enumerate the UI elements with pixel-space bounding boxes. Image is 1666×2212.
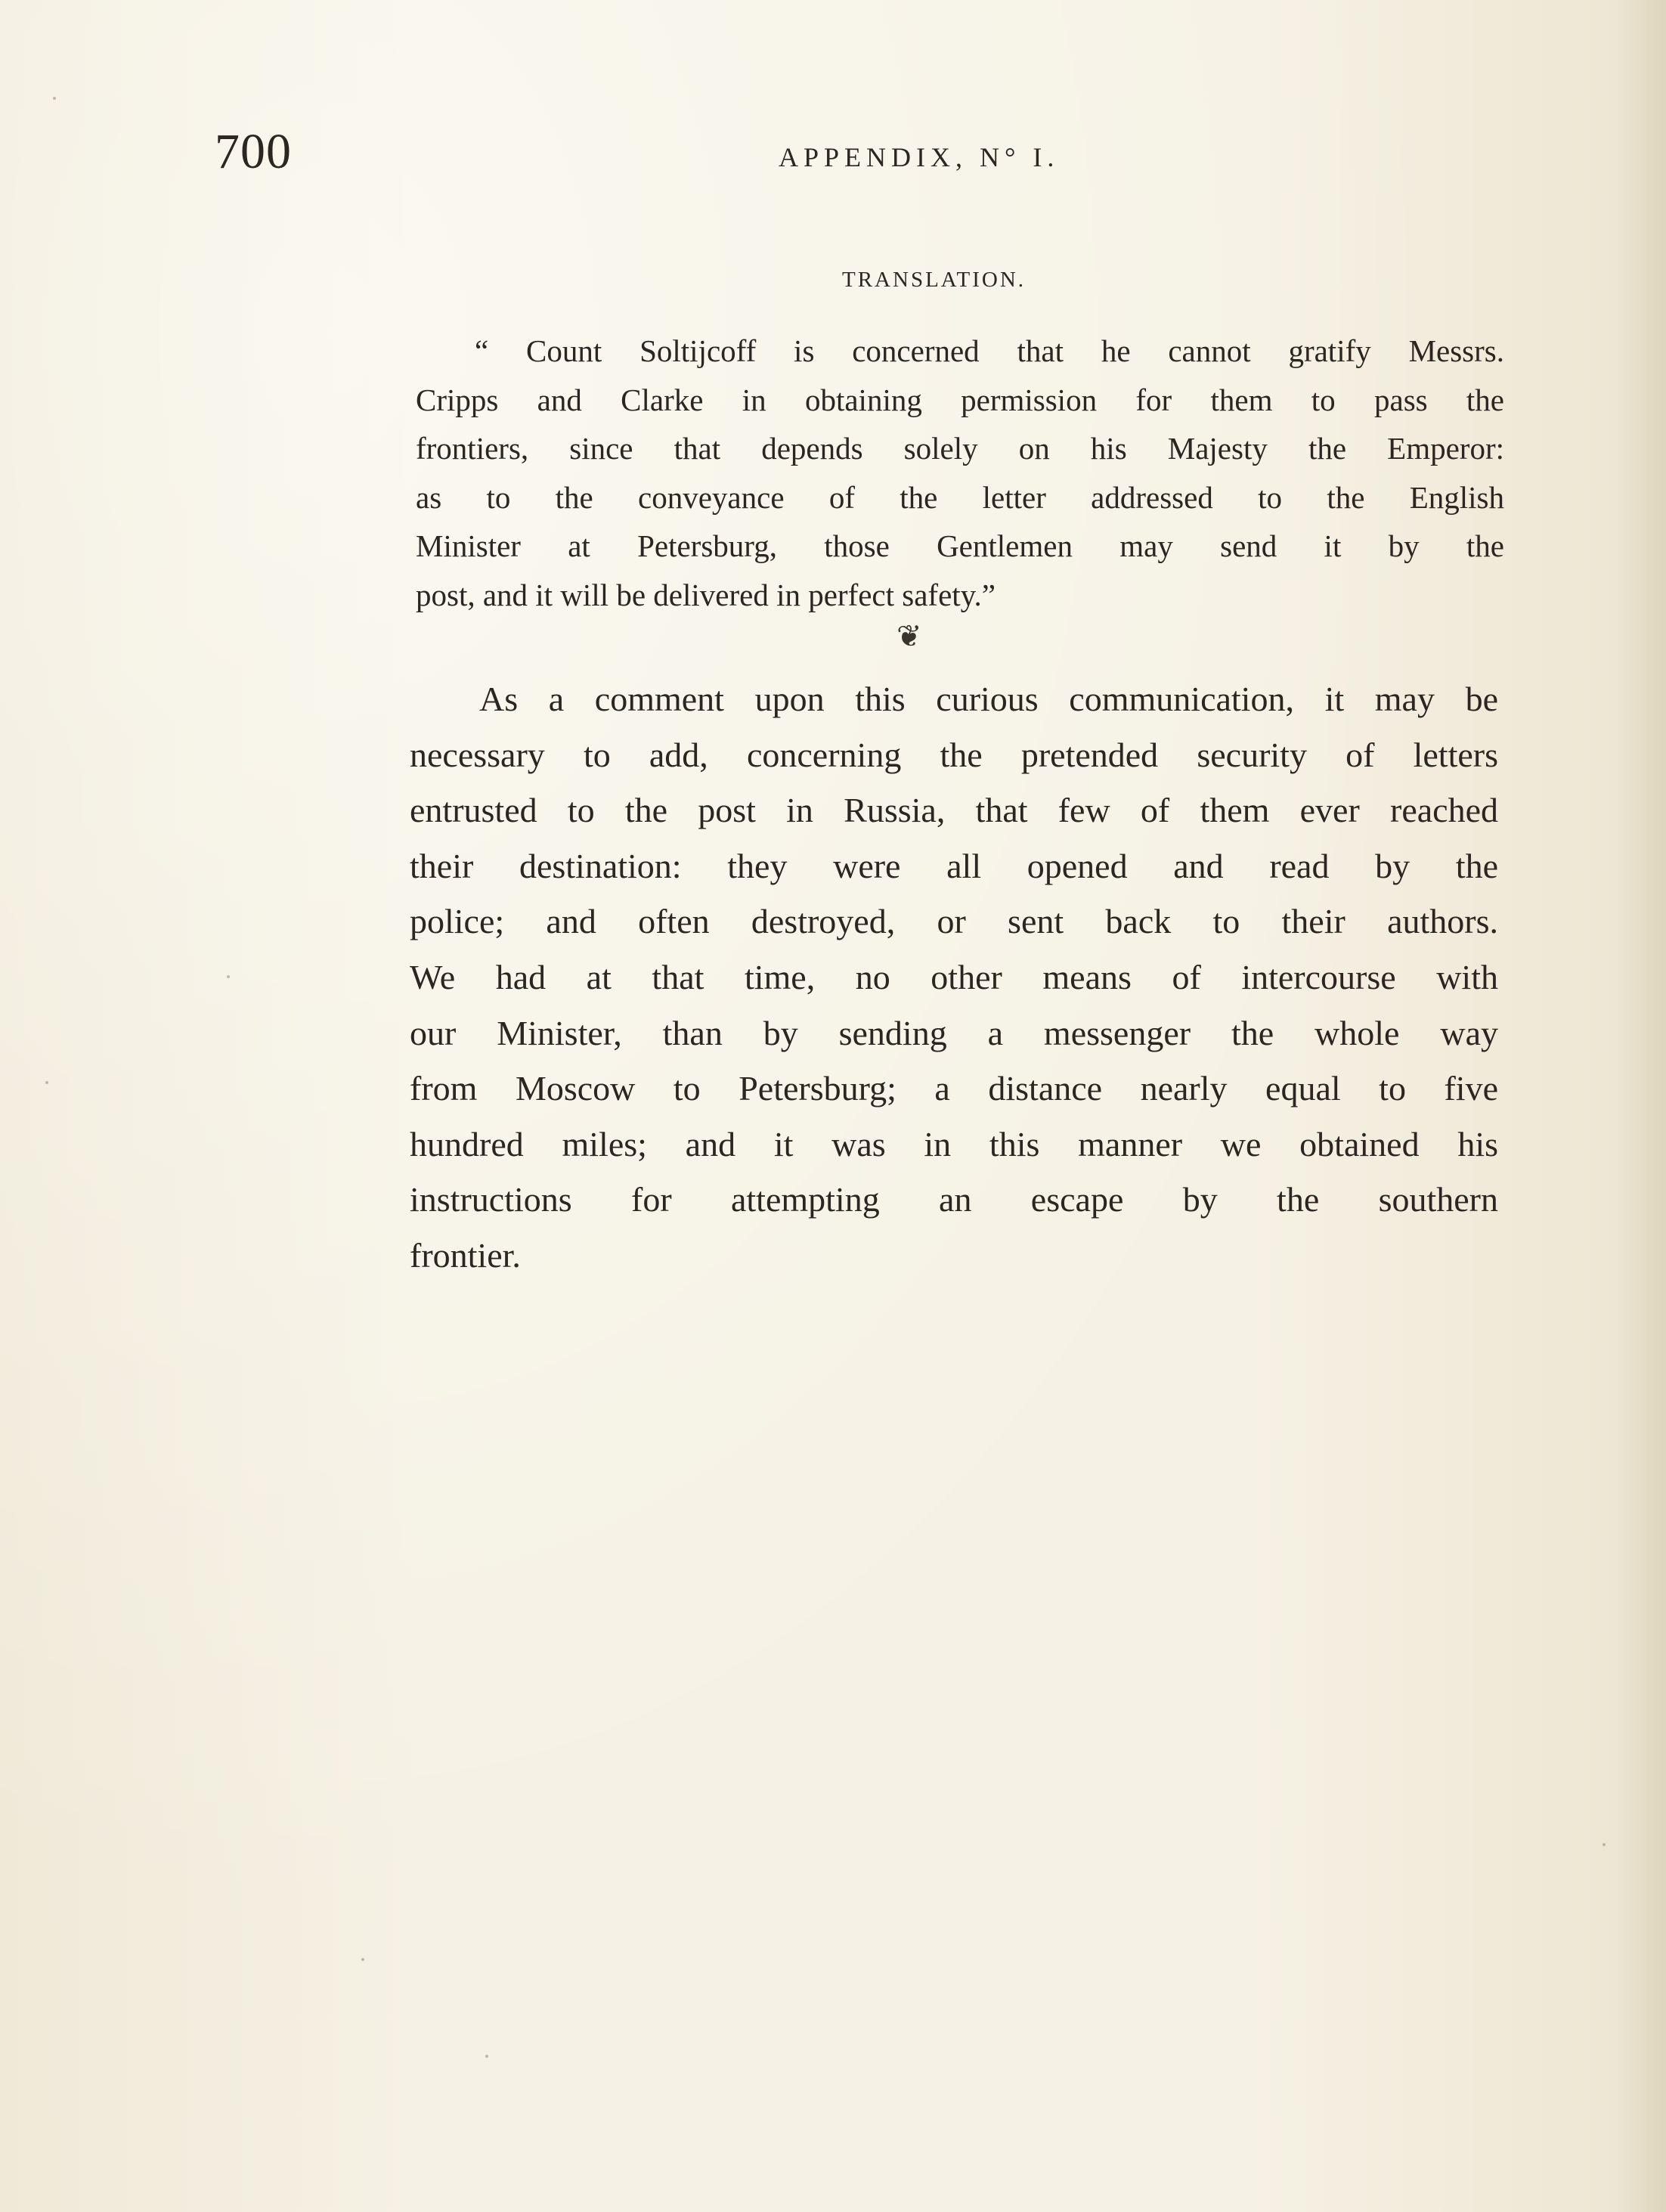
body-line: necessary to add, concerning the pretended security of letters [410, 735, 1498, 774]
quote-line: “ Count Soltijcoff is concerned that he cannot gratify Messrs. [475, 333, 1504, 368]
page-number: 700 [215, 124, 292, 179]
body-line: As a comment upon this curious communication, it may be [479, 680, 1498, 718]
body-line: hundred miles; and it was in this manner we obtained his [410, 1124, 1498, 1163]
quote-line: Cripps and Clarke in obtaining permission for them to pass the [416, 382, 1504, 417]
paper-speck [361, 1958, 364, 1961]
quote-line: Minister at Petersburg, those Gentlemen may send it by the [416, 528, 1504, 564]
quote-line: as to the conveyance of the letter addressed to the English [416, 479, 1504, 515]
body-line: their destination: they were all opened and read by the [410, 846, 1498, 885]
body-line: from Moscow to Petersburg; a distance nearly equal to five [410, 1069, 1498, 1108]
fleuron-ornament-icon: ❦ [896, 619, 922, 653]
page-edge-shadow [1613, 0, 1666, 2212]
paper-speck [53, 97, 56, 100]
translation-quote [416, 327, 1504, 620]
quote-line: frontiers, since that depends solely on his Majesty the Emperor: [416, 431, 1504, 466]
body-line: frontier. [410, 1235, 521, 1275]
body-line: instructions for attempting an escape by the southern [410, 1180, 1498, 1219]
body-line: police; and often destroyed, or sent back to their authors. [410, 902, 1498, 941]
body-paragraph [410, 671, 1498, 1284]
body-line: entrusted to the post in Russia, that few of them ever reached [410, 791, 1498, 830]
paper-speck [45, 1081, 48, 1084]
quote-line: post, and it will be delivered in perfect safety.” [416, 577, 996, 612]
body-line: our Minister, than by sending a messenger the whole way [410, 1013, 1498, 1052]
paper-speck [227, 975, 230, 978]
paper-speck [1603, 1843, 1606, 1846]
translation-heading: TRANSLATION. [842, 268, 1027, 292]
paper-speck [485, 2055, 488, 2058]
running-head: APPENDIX, N° I. [779, 142, 1060, 172]
body-line: We had at that time, no other means of intercourse with [410, 957, 1498, 996]
